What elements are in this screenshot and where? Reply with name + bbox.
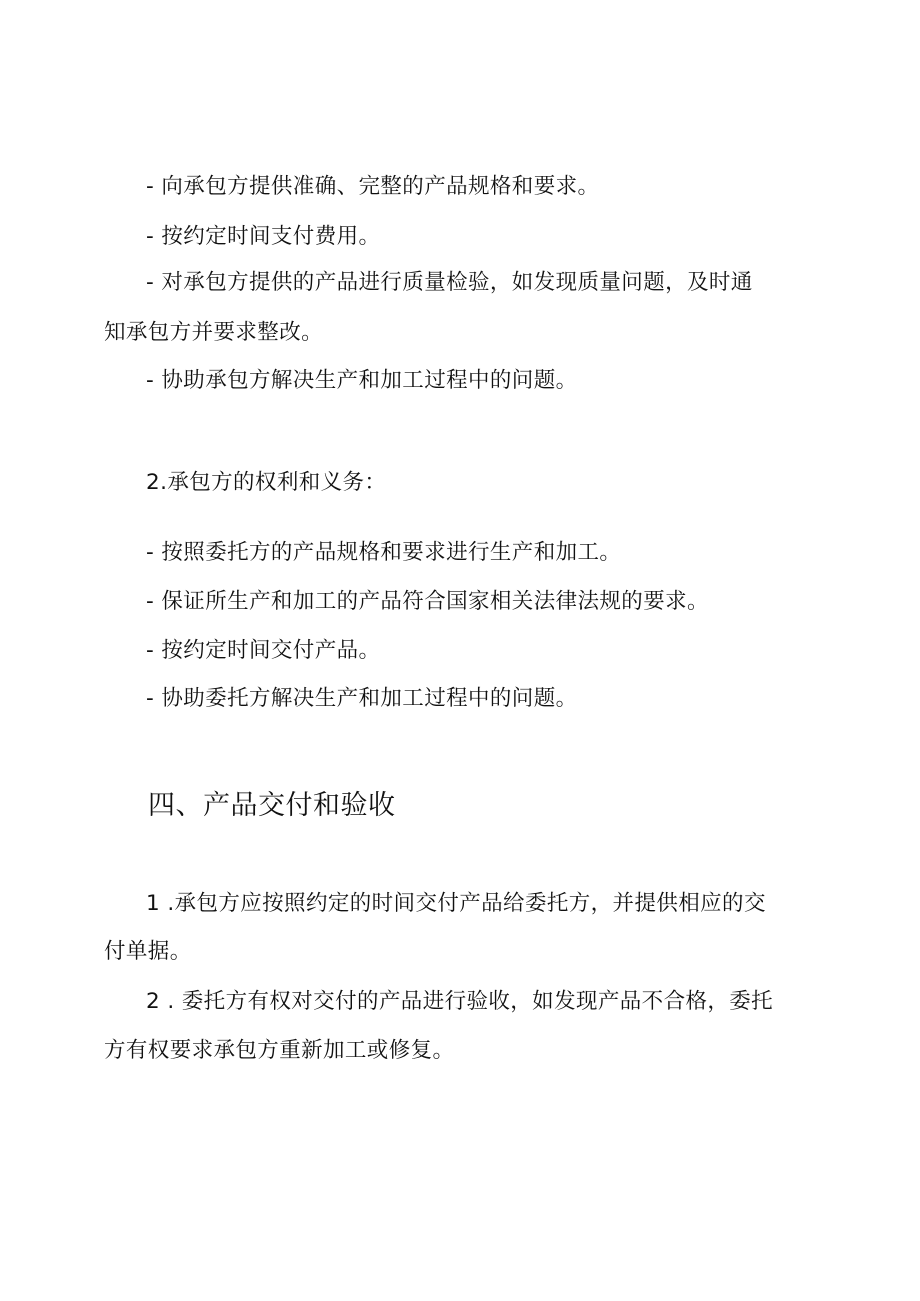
contractor-rights-title: 2.承包方的权利和义务： xyxy=(146,470,387,495)
client-duty-item-1: - 向承包方提供准确、完整的产品规格和要求。 xyxy=(146,174,600,199)
contractor-duty-item-3: - 按约定时间交付产品。 xyxy=(146,638,381,663)
contractor-duty-item-2: - 保证所生产和加工的产品符合国家相关法律法规的要求。 xyxy=(146,589,709,614)
delivery-clause-2-line-2: 方有权要求承包方重新加工或修复。 xyxy=(104,1038,455,1063)
client-duty-item-3-line-2: 知承包方并要求整改。 xyxy=(104,320,324,345)
client-duty-item-2: - 按约定时间支付费用。 xyxy=(146,224,381,249)
contractor-duty-item-4: - 协助委托方解决生产和加工过程中的问题。 xyxy=(146,686,578,711)
client-duty-item-3-line-1: - 对承包方提供的产品进行质量检验，如发现质量问题，及时通 xyxy=(146,270,753,295)
contractor-duty-item-1: - 按照委托方的产品规格和要求进行生产和加工。 xyxy=(146,540,622,565)
section-heading: 四、产品交付和验收 xyxy=(148,790,396,821)
client-duty-item-4: - 协助承包方解决生产和加工过程中的问题。 xyxy=(146,368,578,393)
delivery-clause-1-line-1: 1 .承包方应按照约定的时间交付产品给委托方，并提供相应的交 xyxy=(146,891,766,916)
delivery-clause-1-line-2: 付单据。 xyxy=(104,939,192,964)
delivery-clause-2-line-1: 2 . 委托方有权对交付的产品进行验收，如发现产品不合格，委托 xyxy=(146,989,774,1014)
